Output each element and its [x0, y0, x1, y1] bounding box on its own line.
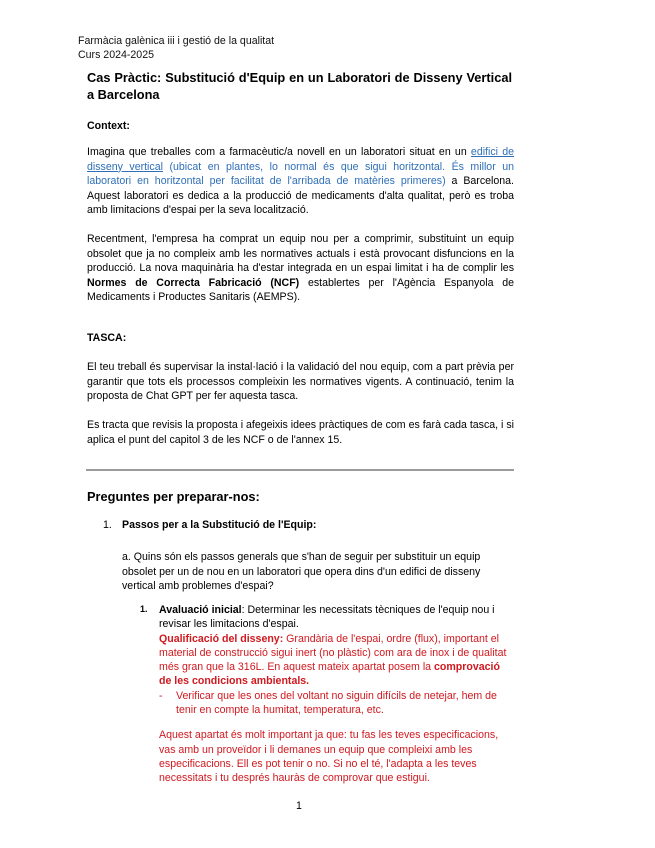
course-name: Farmàcia galènica iii i gestió de la qualitat: [78, 35, 275, 47]
page-number: 1: [296, 800, 302, 812]
context-note: (ubicat en plantes, lo normal és que sigui horitzontal. És millor un laboratori en horitzontal per facilitat de l'arribada de matèries primeres): [87, 160, 514, 188]
ncf-emphasis: Normes de Correcta Fabricació (NCF): [87, 276, 300, 289]
question-1-title: Passos per a la Substitució de l'Equip:: [122, 519, 317, 531]
horizontal-rule: [86, 469, 514, 471]
step-1-intro: Avaluació inicial: Determinar les necessitats tècniques de l'equip nou i revisar les limitacions d'espai.: [159, 604, 495, 631]
link-edifici[interactable]: edifici de: [470, 146, 514, 158]
importance-note: Aquest apartat és molt important ja que: tu fas les teves especificacions, vas amb un proveïdor i li demanes un equip que compleixi amb les especificacions. Ell es pot tenir o no. Si no el té, l'adapta a les teves necessitats i tu després hauràs de comprovar que estigui.: [159, 729, 499, 785]
course-year: Curs 2024-2025: [78, 48, 154, 61]
task-paragraph-2: Es tracta que revisis la proposta i afegeixis idees pràctiques de com es farà cada tasca, i si aplica el punt del capitol 3 de les NCF o de l'annex 15.: [87, 419, 514, 446]
document-title: Cas Pràctic: Substitució d'Equip en un Laboratori de Disseny Vertical a Barcelona: [87, 70, 512, 102]
context-p1-text-b: a Barcelona. Aquest laboratori es dedica a la producció de medicaments d'alta qualitat, però es troba amb limitacions d'espai per la seva localització.: [87, 175, 514, 217]
link-disseny-vertical[interactable]: disseny vertical: [87, 160, 163, 173]
step-1-title: Avaluació inicial: [159, 604, 242, 616]
questions-heading: Preguntes per preparar-nos:: [87, 489, 260, 504]
design-qualification-note: Qualificació del disseny: Grandària de l'espai, ordre (flux), important el material de construcció sigui inert (no plàstic) com ara de inox i de qualitat més gran que la 316L. En aquest mateix apartat posem la comprovació de les condicions ambientals.: [159, 632, 507, 688]
question-1-number: 1.: [103, 519, 112, 531]
bullet-dash: -: [159, 689, 163, 702]
context-label: Context:: [87, 120, 130, 132]
task-paragraph-1: El teu treball és supervisar la instal·lació i la validació del nou equip, com a part prèvia per garantir que tots els processos compleixin les normatives vigents. A continuació, tenim la proposta de Chat GPT per fer aquesta tasca.: [87, 361, 514, 403]
list-item: - Verificar que les ones del voltant no siguin difícils de netejar, hem de tenir en compte la humitat, temperatura, etc.: [159, 689, 497, 717]
context-paragraph-1: [87, 145, 514, 218]
step-1-body: [159, 603, 507, 786]
question-1: [103, 519, 316, 531]
context-paragraph-2: Recentment, l'empresa ha comprat un equip nou per a comprimir, substituint un equip obsolet que ja no compleix amb les normatives actuals i està provocant disfuncions en la producció. La nova maquinària ha d'estar integrada en un espai limitat i ha de complir les Normes de Correcta Fabricació (NCF) establertes per l'Agència Espanyola de Medicaments i Productes Sanitaris (AEMPS).: [87, 233, 514, 304]
sub-question-a: a. Quins són els passos generals que s'han de seguir per substituir un equip obsolet per un de nou en un laboratori que opera dins d'un edifici de disseny vertical amb problemes d'espai?: [122, 551, 481, 593]
task-label: TASCA:: [87, 332, 127, 344]
context-p1-text-a: Imagina que treballes com a farmacèutic/a novell en un laboratori situat en un: [87, 146, 471, 158]
step-1-number: 1.: [140, 604, 148, 614]
page-header: [78, 35, 274, 62]
